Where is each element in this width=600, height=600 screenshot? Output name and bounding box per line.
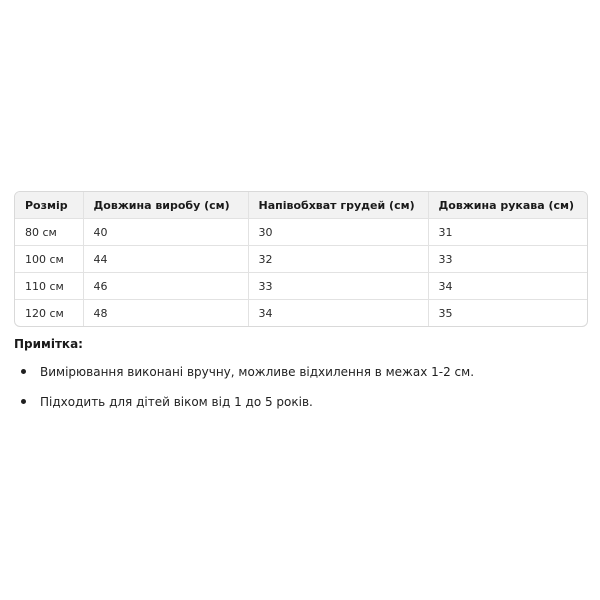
table-cell: 110 см [15, 273, 83, 300]
note-title: Примітка: [14, 337, 83, 351]
table-cell: 34 [248, 300, 428, 327]
table-cell: 40 [83, 219, 248, 246]
bullet-icon [21, 399, 26, 404]
table-cell: 44 [83, 246, 248, 273]
table-row [15, 300, 587, 327]
table-cell: 80 см [15, 219, 83, 246]
table-cell: 100 см [15, 246, 83, 273]
table-cell: 34 [428, 273, 587, 300]
list-item [14, 362, 474, 382]
table-cell: 33 [428, 246, 587, 273]
table-row [15, 273, 587, 300]
table-row [15, 246, 587, 273]
note-list [14, 362, 474, 422]
note-text: Підходить для дітей віком від 1 до 5 років. [40, 395, 313, 409]
table-cell: 46 [83, 273, 248, 300]
table-row [15, 219, 587, 246]
table-cell: 35 [438, 306, 453, 320]
header-length: Довжина виробу (см) [83, 192, 248, 219]
note-text: Вимірювання виконані вручну, можливе відхилення в межах 1-2 см. [40, 365, 475, 379]
size-table [15, 192, 587, 326]
header-sleeve-length: Довжина рукава (см) [428, 192, 587, 219]
table-header-row [15, 192, 587, 219]
list-item [14, 392, 474, 412]
table-cell: 30 [248, 219, 428, 246]
table-cell: 120 см [15, 300, 83, 327]
bullet-icon [21, 369, 26, 374]
size-table-container [14, 191, 588, 327]
header-half-chest: Напівобхват грудей (см) [248, 192, 428, 219]
header-size: Розмір [15, 192, 83, 219]
table-cell: 31 [428, 219, 587, 246]
table-cell: 32 [248, 246, 428, 273]
table-cell: 33 [248, 273, 428, 300]
table-cell: 48 [83, 300, 248, 327]
